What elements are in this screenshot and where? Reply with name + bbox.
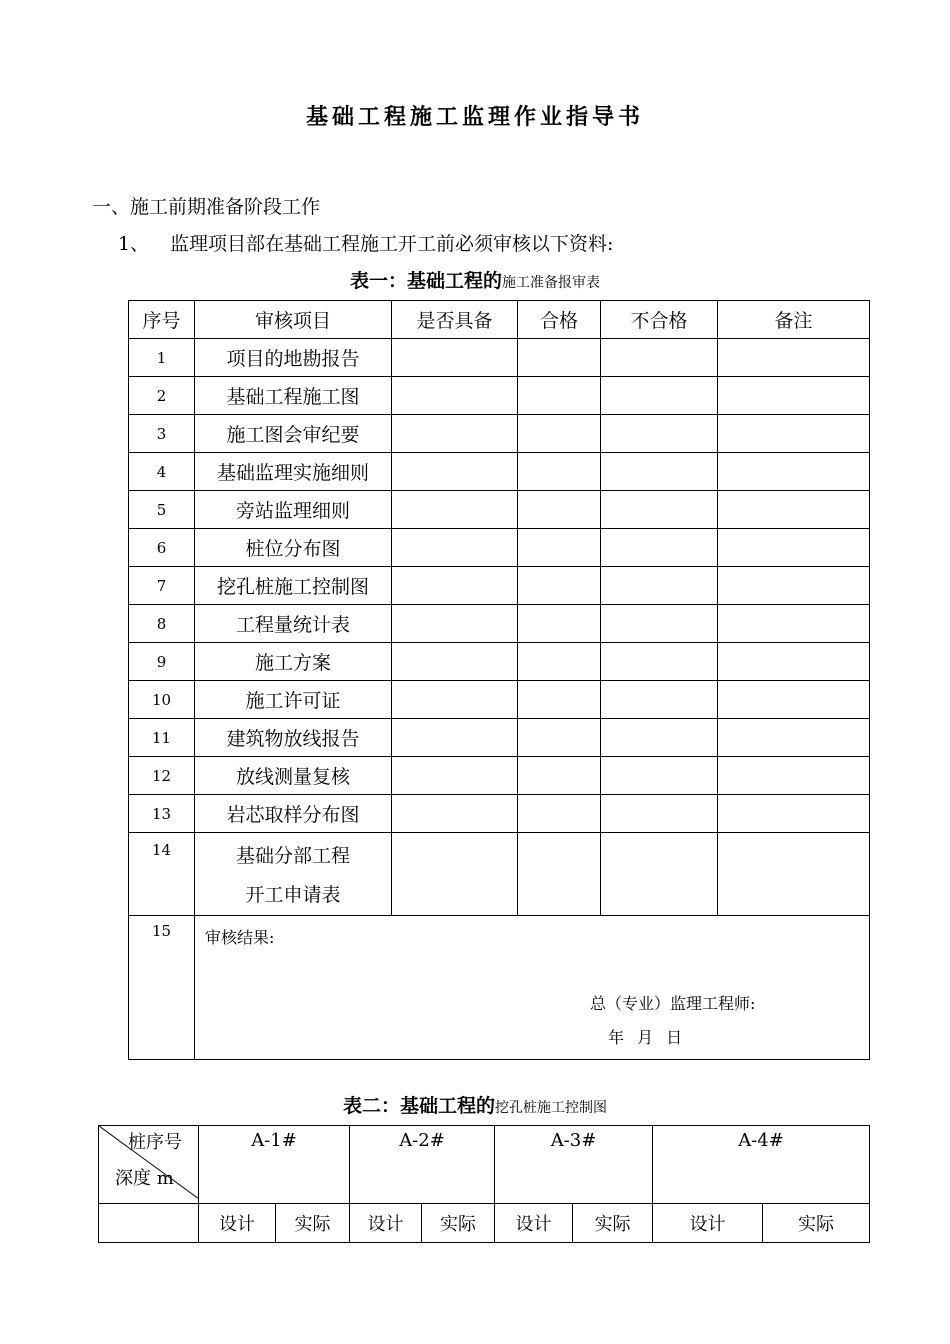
header-cell: 不合格	[601, 301, 718, 339]
row-number: 12	[129, 757, 195, 795]
cell-available[interactable]	[392, 377, 518, 415]
item-number: 1、	[118, 233, 150, 255]
cell-qualified[interactable]	[518, 491, 601, 529]
table1-header-row	[129, 301, 870, 339]
row-number: 8	[129, 605, 195, 643]
review-item: 施工方案	[195, 643, 392, 681]
review-item: 放线测量复核	[195, 757, 392, 795]
pile-header: A-2#	[350, 1126, 495, 1204]
date-label: 年 月 日	[608, 1028, 683, 1047]
table2-pile-control	[98, 1125, 870, 1243]
table-row	[129, 415, 870, 453]
table-row	[129, 377, 870, 415]
cell-available[interactable]	[392, 795, 518, 833]
table2-caption-rest: 挖孔桩施工控制图	[495, 1100, 607, 1116]
document-title: 基础工程施工监理作业指导书	[305, 104, 644, 130]
table1-caption-rest: 施工准备报审表	[502, 275, 600, 291]
review-item: 施工许可证	[195, 681, 392, 719]
cell-unqualified[interactable]	[601, 491, 718, 529]
cell-qualified[interactable]	[518, 757, 601, 795]
table-row	[129, 491, 870, 529]
subheader-cell: 实际	[422, 1204, 495, 1243]
subheader-cell: 设计	[495, 1204, 573, 1243]
subheader-cell: 设计	[653, 1204, 763, 1243]
table-row	[129, 719, 870, 757]
review-result-label: 审核结果:	[205, 928, 275, 947]
review-item: 基础监理实施细则	[195, 453, 392, 491]
cell-unqualified[interactable]	[601, 795, 718, 833]
header-cell: 备注	[718, 301, 870, 339]
cell-available[interactable]	[392, 491, 518, 529]
table-row	[129, 757, 870, 795]
table-row	[129, 339, 870, 377]
pile-header: A-1#	[199, 1126, 350, 1204]
row-number: 6	[129, 529, 195, 567]
cell-available[interactable]	[392, 415, 518, 453]
cell-available[interactable]	[392, 757, 518, 795]
cell-unqualified[interactable]	[601, 567, 718, 605]
table-row	[129, 605, 870, 643]
row-number: 7	[129, 567, 195, 605]
cell-qualified[interactable]	[518, 529, 601, 567]
table-row	[129, 529, 870, 567]
cell-qualified[interactable]	[518, 453, 601, 491]
row-number: 5	[129, 491, 195, 529]
item-text: 监理项目部在基础工程施工开工前必须审核以下资料:	[170, 233, 614, 255]
cell-qualified[interactable]	[518, 643, 601, 681]
cell-qualified[interactable]	[518, 567, 601, 605]
table-row	[129, 795, 870, 833]
table2-caption-bold: 表二：基础工程的	[342, 1095, 495, 1117]
pile-number-header: 桩序号	[128, 1132, 182, 1153]
subheader-cell: 实际	[573, 1204, 653, 1243]
cell-remark[interactable]	[718, 567, 870, 605]
cell-unqualified[interactable]	[601, 529, 718, 567]
cell-unqualified[interactable]	[601, 415, 718, 453]
table2-header-row	[99, 1126, 870, 1204]
review-item: 岩芯取样分布图	[195, 795, 392, 833]
cell-qualified[interactable]	[518, 339, 601, 377]
row-number: 10	[129, 681, 195, 719]
row-number: 13	[129, 795, 195, 833]
table1-preparation-review	[128, 300, 870, 1060]
cell-remark[interactable]	[718, 605, 870, 643]
row-number: 14	[129, 833, 195, 916]
review-item: 施工图会审纪要	[195, 415, 392, 453]
header-cell: 序号	[129, 301, 195, 339]
cell-remark[interactable]	[718, 377, 870, 415]
subheader-cell: 实际	[276, 1204, 350, 1243]
row-number: 3	[129, 415, 195, 453]
cell-available[interactable]	[392, 719, 518, 757]
cell-qualified[interactable]	[518, 681, 601, 719]
cell-remark[interactable]	[718, 491, 870, 529]
table-row	[129, 643, 870, 681]
review-item-line2: 开工申请表	[245, 884, 341, 906]
review-item: 旁站监理细则	[195, 491, 392, 529]
cell-available[interactable]	[392, 643, 518, 681]
item-1	[118, 229, 613, 256]
cell-available[interactable]	[392, 339, 518, 377]
cell-remark[interactable]	[718, 681, 870, 719]
review-item	[195, 833, 392, 916]
cell-unqualified[interactable]	[601, 453, 718, 491]
cell-available[interactable]	[392, 833, 518, 916]
header-cell: 合格	[518, 301, 601, 339]
table-row	[129, 453, 870, 491]
table2-subheader-row	[99, 1204, 870, 1243]
cell-unqualified[interactable]	[601, 605, 718, 643]
cell-unqualified[interactable]	[601, 833, 718, 916]
cell-remark[interactable]	[718, 453, 870, 491]
cell-remark[interactable]	[718, 795, 870, 833]
row-number: 2	[129, 377, 195, 415]
review-item: 挖孔桩施工控制图	[195, 567, 392, 605]
cell-qualified[interactable]	[518, 415, 601, 453]
cell-unqualified[interactable]	[601, 643, 718, 681]
empty-cell	[99, 1204, 199, 1243]
cell-remark[interactable]	[718, 339, 870, 377]
section-heading: 一、施工前期准备阶段工作	[92, 196, 321, 218]
review-item: 项目的地勘报告	[195, 339, 392, 377]
cell-available[interactable]	[392, 453, 518, 491]
cell-unqualified[interactable]	[601, 757, 718, 795]
header-cell: 审核项目	[195, 301, 392, 339]
cell-qualified[interactable]	[518, 833, 601, 916]
pile-header: A-4#	[653, 1126, 870, 1204]
cell-available[interactable]	[392, 605, 518, 643]
corner-header-cell	[99, 1126, 199, 1204]
cell-remark[interactable]	[718, 529, 870, 567]
cell-remark[interactable]	[718, 833, 870, 916]
cell-remark[interactable]	[718, 643, 870, 681]
chief-engineer-signature-label: 总（专业）监理工程师:	[590, 994, 756, 1013]
subheader-cell: 实际	[763, 1204, 870, 1243]
header-cell: 是否具备	[392, 301, 518, 339]
cell-unqualified[interactable]	[601, 377, 718, 415]
table-row	[129, 681, 870, 719]
cell-qualified[interactable]	[518, 795, 601, 833]
row-number: 9	[129, 643, 195, 681]
cell-qualified[interactable]	[518, 719, 601, 757]
result-row	[129, 916, 870, 1060]
cell-available[interactable]	[392, 681, 518, 719]
subheader-cell: 设计	[350, 1204, 422, 1243]
cell-unqualified[interactable]	[601, 719, 718, 757]
row-number: 11	[129, 719, 195, 757]
depth-header: 深度 m	[115, 1168, 174, 1189]
table-row	[129, 567, 870, 605]
table1-caption	[0, 266, 950, 293]
review-item: 建筑物放线报告	[195, 719, 392, 757]
table2-caption	[0, 1091, 950, 1118]
review-item: 基础工程施工图	[195, 377, 392, 415]
review-item: 桩位分布图	[195, 529, 392, 567]
row-number: 15	[129, 916, 195, 1060]
cell-unqualified[interactable]	[601, 681, 718, 719]
cell-remark[interactable]	[718, 719, 870, 757]
cell-remark[interactable]	[718, 415, 870, 453]
cell-available[interactable]	[392, 529, 518, 567]
cell-qualified[interactable]	[518, 377, 601, 415]
cell-remark[interactable]	[718, 757, 870, 795]
table-row	[129, 833, 870, 916]
cell-unqualified[interactable]	[601, 339, 718, 377]
row-number: 1	[129, 339, 195, 377]
review-result-cell[interactable]	[195, 916, 870, 1060]
cell-qualified[interactable]	[518, 605, 601, 643]
row-number: 4	[129, 453, 195, 491]
pile-header: A-3#	[495, 1126, 653, 1204]
subheader-cell: 设计	[199, 1204, 276, 1243]
review-item-line1: 基础分部工程	[235, 845, 350, 867]
cell-available[interactable]	[392, 567, 518, 605]
table1-caption-bold: 表一：基础工程的	[349, 270, 502, 292]
review-item: 工程量统计表	[195, 605, 392, 643]
